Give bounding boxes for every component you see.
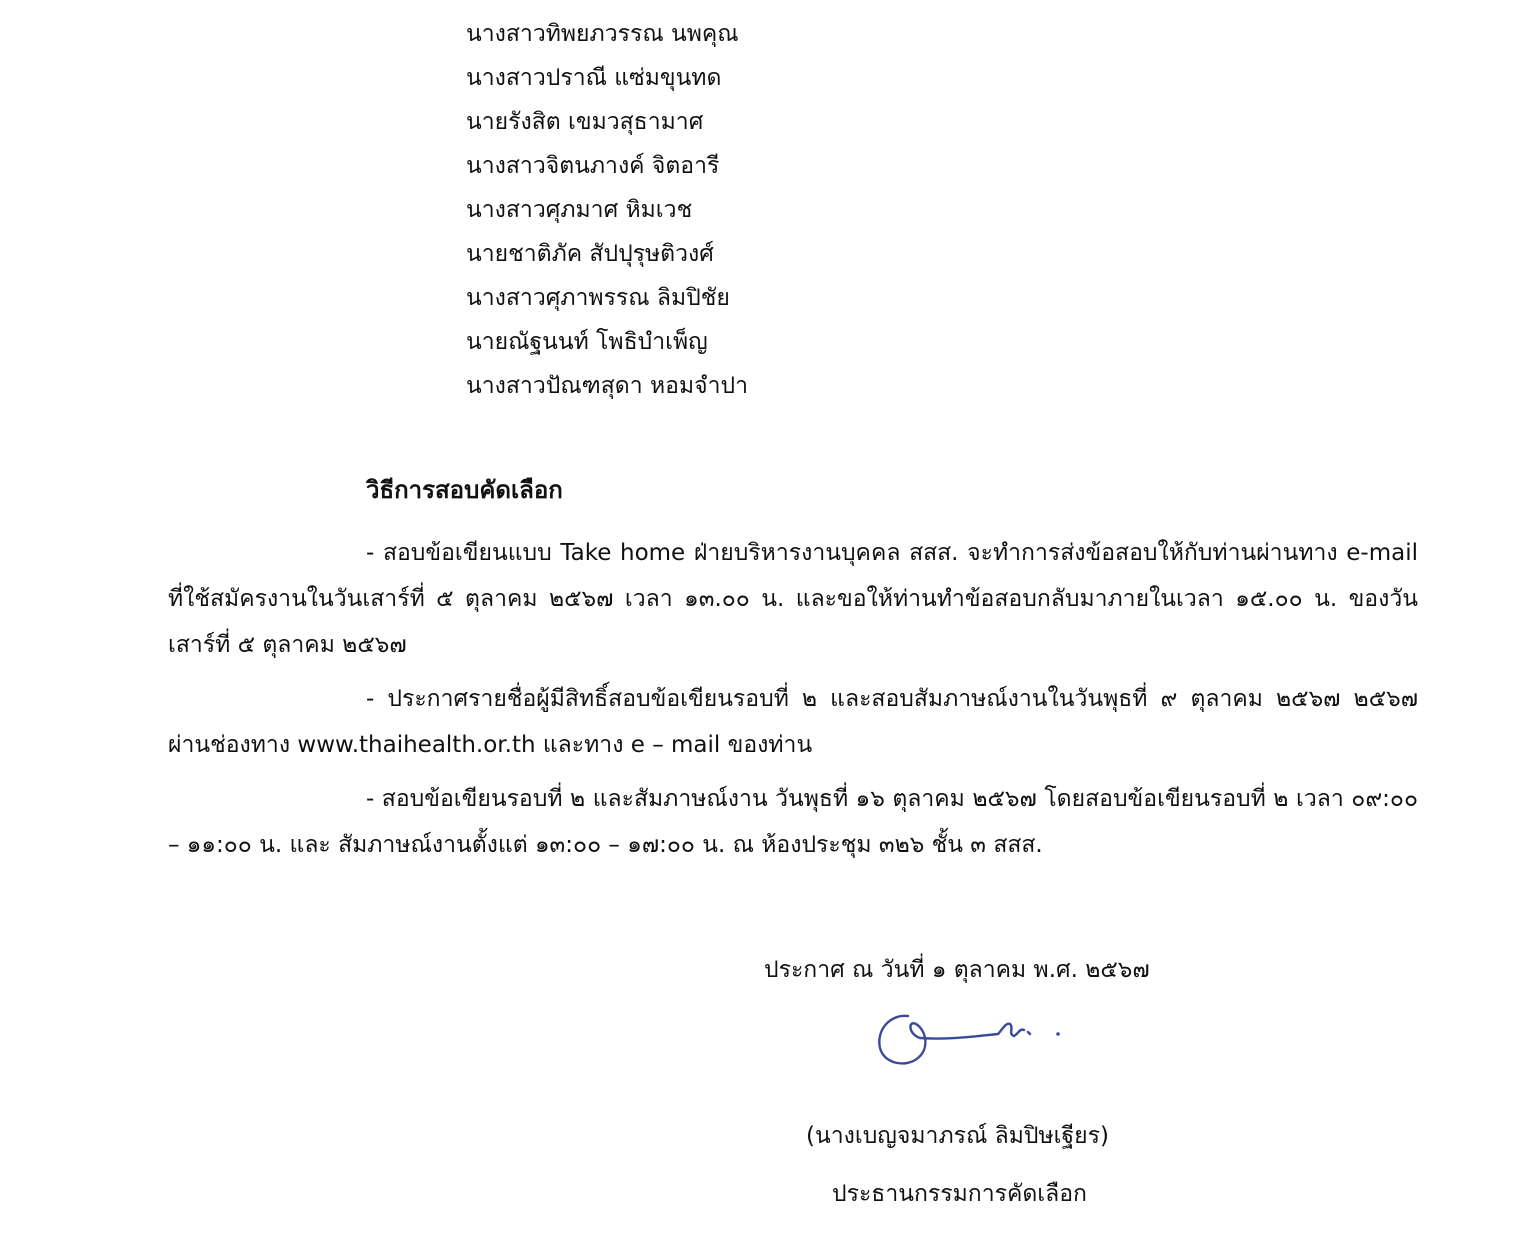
- candidate-name: นางสาวปราณี แซ่มขุนทด: [466, 65, 722, 91]
- candidate-name: นายณัฐนนท์ โพธิบำเพ็ญ: [466, 329, 708, 355]
- candidate-name: นางสาวทิพยภวรรณ นพคุณ: [466, 21, 739, 47]
- candidate-name: นางสาวศุภาพรรณ ลิมปิชัย: [466, 285, 730, 311]
- candidate-name: นางสาวจิตนภางค์ จิตอารี: [466, 153, 720, 179]
- signer-position: ประธานกรรมการคัดเลือก: [832, 1181, 1087, 1207]
- announcement-date: ประกาศ ณ วันที่ ๑ ตุลาคม พ.ศ. ๒๕๖๗: [764, 957, 1150, 983]
- selection-method-heading: วิธีการสอบคัดเลือก: [366, 476, 563, 504]
- method-paragraph-interview: - สอบข้อเขียนรอบที่ ๒ และสัมภาษณ์งาน วันพุธที่ ๑๖ ตุลาคม ๒๕๖๗ โดยสอบข้อเขียนรอบที่ ๒ เวลา ๐๙:๐๐ – ๑๑:๐๐ น. และ สัมภาษณ์งานตั้งแต่ ๑๓:๐๐ – ๑๗:๐๐ น. ณ ห้องประชุม ๓๒๖ ชั้น ๓ สสส.: [168, 786, 1418, 858]
- method-paragraph-take-home: - สอบข้อเขียนแบบ Take home ฝ่ายบริหารงานบุคคล สสส. จะทำการส่งข้อสอบให้กับท่านผ่านทาง e-mail ที่ใช้สมัครงานในวันเสาร์ที่ ๕ ตุลาคม ๒๕๖๗ เวลา ๑๓.๐๐ น. และขอให้ท่านทำข้อสอบกลับมาภายในเวลา ๑๕.๐๐ น. ของวันเสาร์ที่ ๕ ตุลาคม ๒๕๖๗: [168, 540, 1418, 658]
- handwritten-signature: [868, 1000, 1068, 1076]
- signer-name: (นางเบญจมาภรณ์ ลิมปิษเฐียร): [806, 1123, 1109, 1149]
- candidate-name: นางสาวศุภมาศ หิมเวช: [466, 197, 693, 223]
- method-paragraph-announcement: - ประกาศรายชื่อผู้มีสิทธิ์สอบข้อเขียนรอบที่ ๒ และสอบสัมภาษณ์งานในวันพุธที่ ๙ ตุลาคม ๒๕๖๗ ๒๕๖๗ ผ่านช่องทาง www.thaihealth.or.th และทาง e – mail ของท่าน: [168, 686, 1418, 758]
- candidate-name: นายรังสิต เขมวสุธามาศ: [466, 109, 704, 135]
- candidate-name: นางสาวปัณฑสุดา หอมจำปา: [466, 373, 749, 399]
- candidate-name: นายชาติภัค สัปปุรุษติวงศ์: [466, 241, 714, 267]
- candidate-name-list: [466, 12, 748, 408]
